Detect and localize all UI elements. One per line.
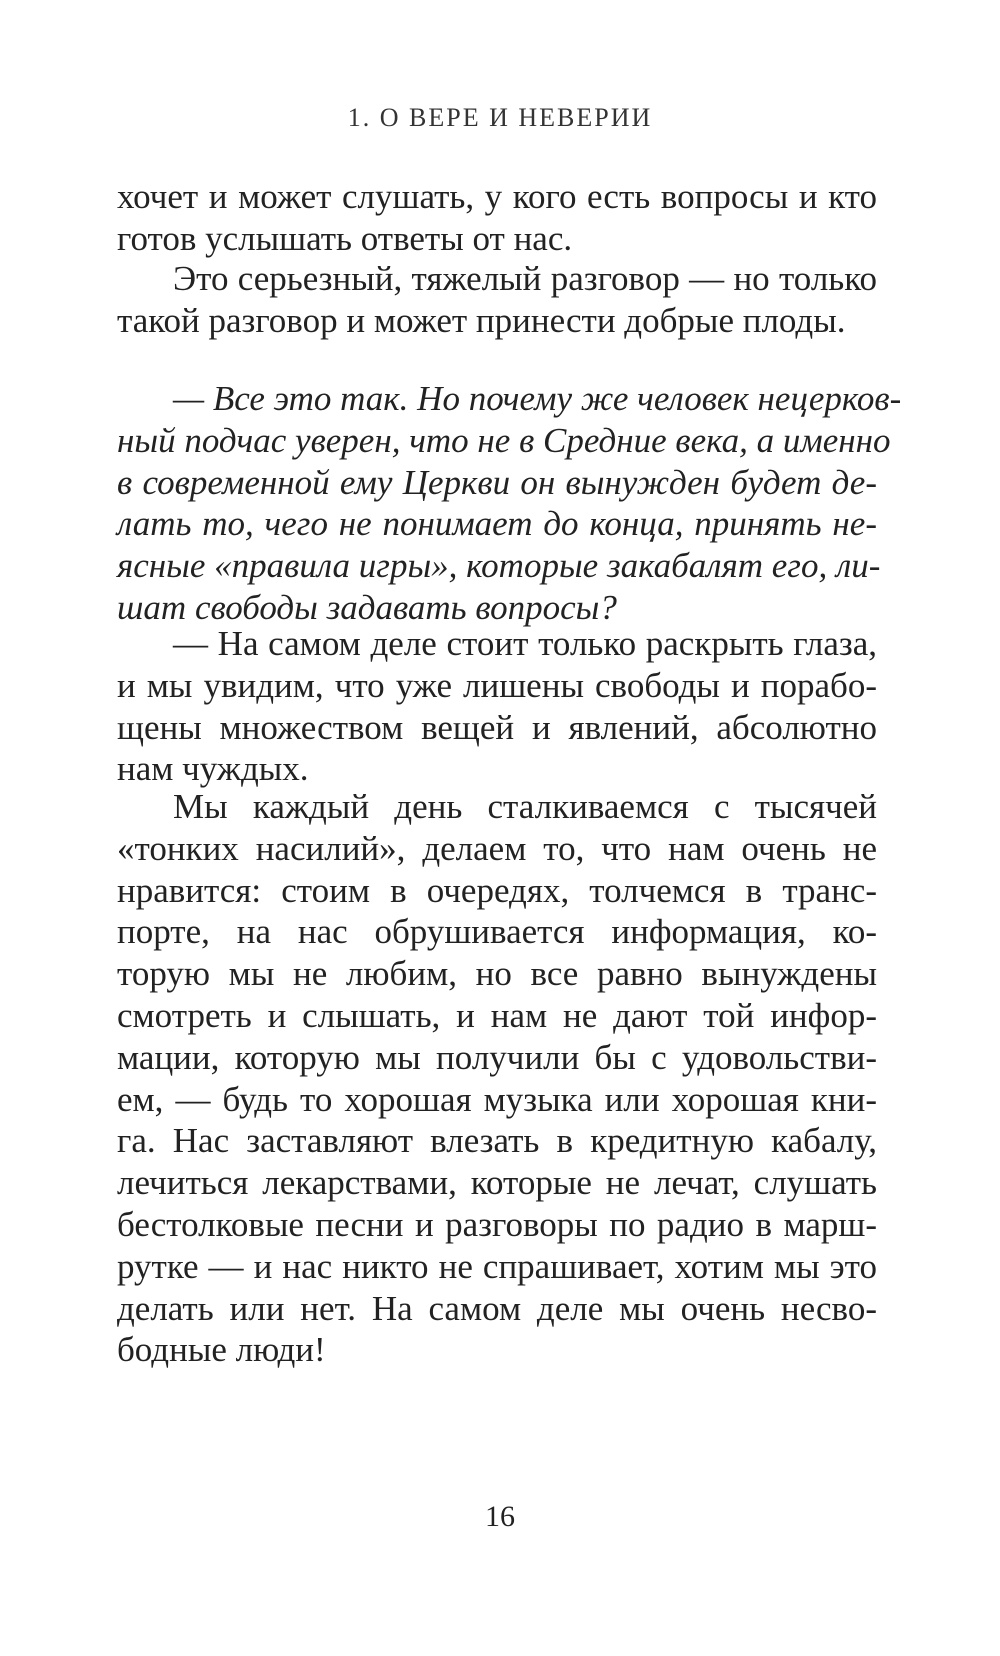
paragraph-conversation [117,258,877,342]
interview-answer [117,623,877,790]
text-line: щены множеством вещей и явлений, абсолютно [117,707,877,747]
text-line: нам чуждых. [117,749,309,789]
page-number: 16 [485,1500,515,1533]
paragraph-continuation [117,176,877,260]
text-line: Это серьезный, тяжелый разговор — но только [173,259,877,298]
text-line: и мы увидим, что уже лишены свободы и порабо- [117,665,877,705]
interview-question [117,378,902,629]
text-line: смотреть и слышать, и нам не дают той инфор- [117,995,877,1035]
text-line: делать или нет. На самом деле мы очень несво- [117,1288,877,1328]
text-line: Мы каждый день сталкиваемся с тысячей [173,787,877,826]
text-line: ясные «правила игры», которые закабалят его, ли- [117,546,881,586]
paragraph-violence [117,786,877,1371]
text-line: в современной ему Церкви он вынужден будет де- [117,462,877,502]
text-line: рутке — и нас никто не спрашивает, хотим мы это [117,1246,877,1286]
text-line: ем, — будь то хорошая музыка или хорошая кни- [117,1079,877,1119]
text-line: ный подчас уверен, что не в Средние века, а именно [117,420,891,460]
text-line: бестолковые песни и разговоры по радио в марш- [117,1204,877,1244]
text-line: шат свободы задавать вопросы? [117,587,617,627]
text-line: лать то, чего не понимает до конца, принять не- [117,504,877,544]
text-line: мации, которую мы получили бы с удовольстви- [117,1037,877,1077]
text-line: торую мы не любим, но все равно вынуждены [117,954,877,994]
text-line: такой разговор и может принести добрые плоды. [117,300,846,340]
text-line: бодные люди! [117,1330,326,1370]
text-line: «тонких насилий», делаем то, что нам очень не [117,828,877,868]
text-line: нравится: стоим в очередях, толчемся в транс- [117,870,877,910]
text-line: хочет и может слушать, у кого есть вопросы и кто [117,177,877,216]
text-line: — Все это так. Но почему же человек нецерков- [173,379,902,418]
text-line: порте, на нас обрушивается информация, ко- [117,912,877,952]
text-line: готов услышать ответы от нас. [117,218,573,258]
text-line: лечиться лекарствами, которые не лечат, слушать [117,1163,877,1203]
text-line: га. Нас заставляют влезать в кредитную кабалу, [117,1121,877,1161]
running-header: 1. О ВЕРЕ И НЕВЕРИИ [347,103,653,132]
text-line: — На самом деле стоит только раскрыть глаза, [173,624,877,663]
